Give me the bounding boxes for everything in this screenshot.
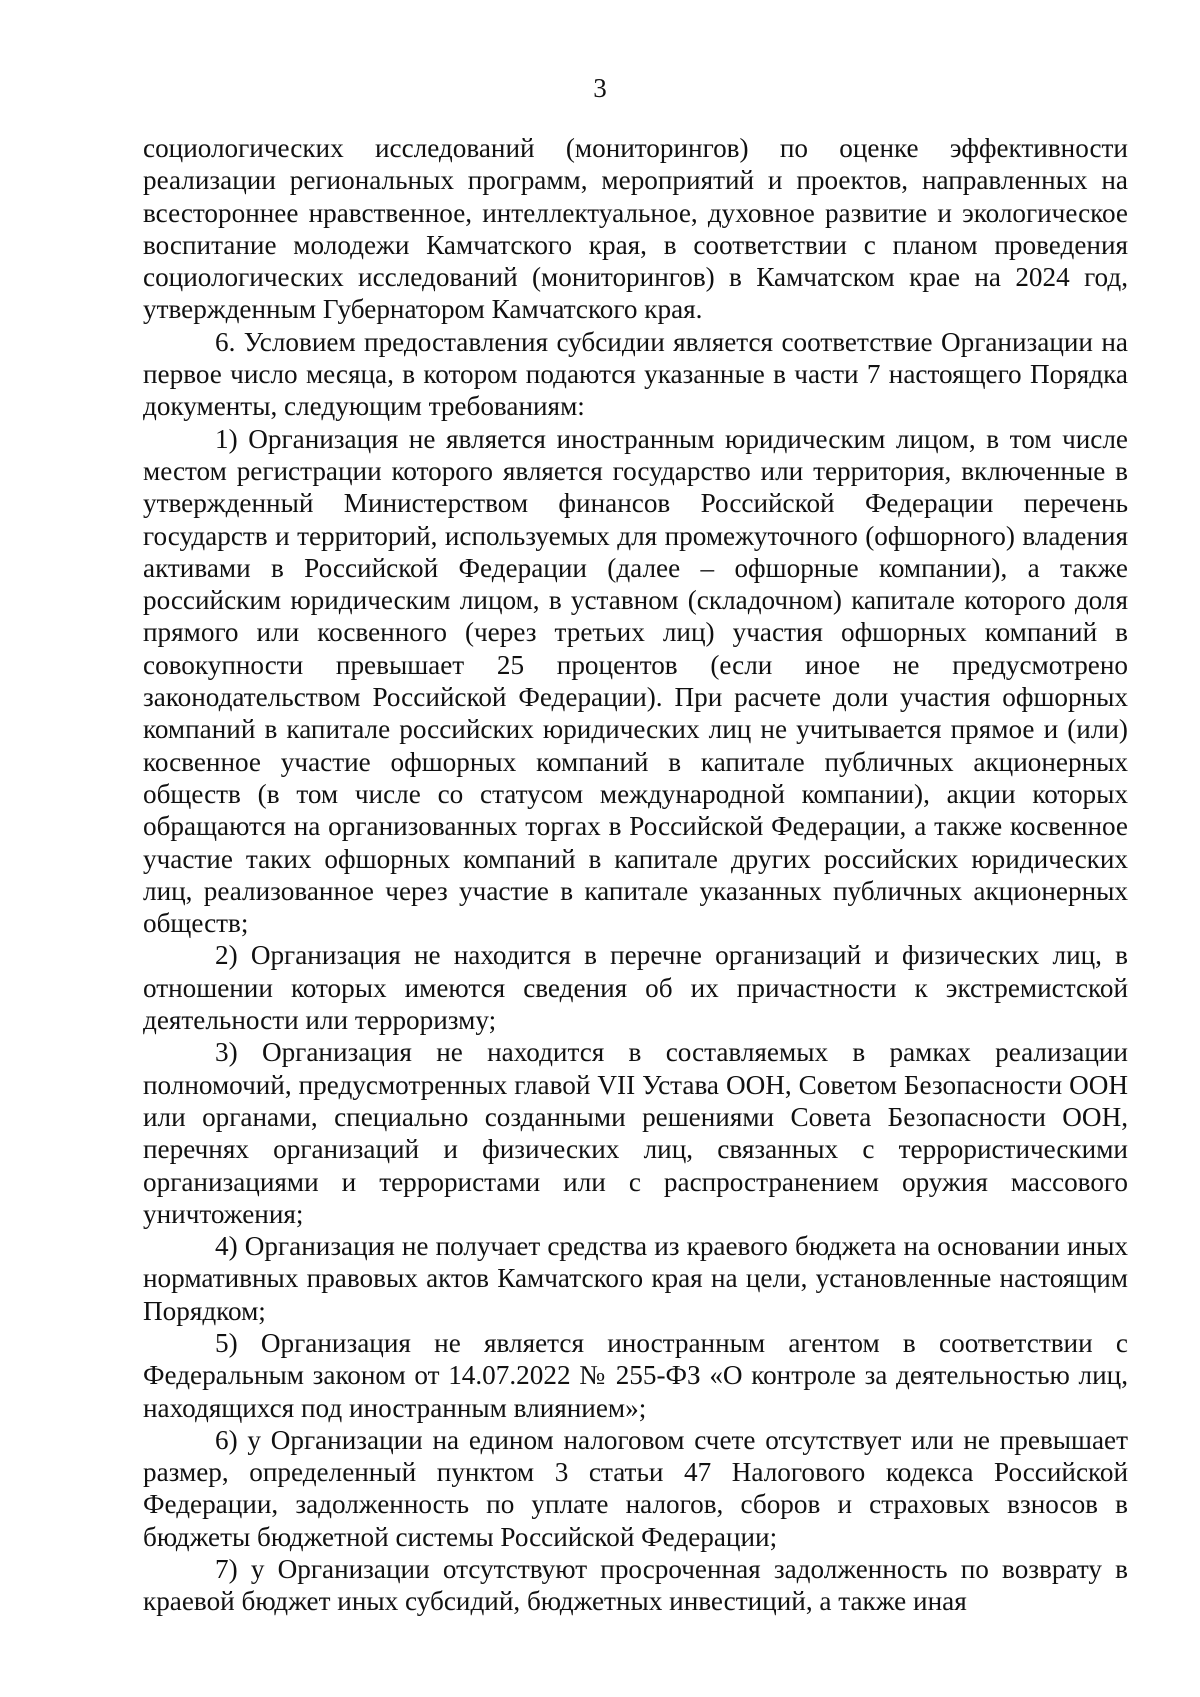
paragraph-requirement-3: 3) Организация не находится в составляемых в рамках реализации полномочий, предусмотренных главой VII Устава ООН, Советом Безопасности ООН или органами, специально созданными решениями Совета Безопасности ООН, перечнях организаций и физических лиц, связанных с террористическими организациями и террористами или с распространением оружия массового уничтожения; (143, 1037, 1128, 1229)
document-body (143, 132, 1128, 1618)
paragraph-requirement-7: 7) у Организации отсутствуют просроченная задолженность по возврату в краевой бюджет иных субсидий, бюджетных инвестиций, а также иная (143, 1554, 1128, 1617)
paragraph-requirement-4: 4) Организация не получает средства из краевого бюджета на основании иных нормативных правовых актов Камчатского края на цели, установленные настоящим Порядком; (143, 1231, 1128, 1326)
paragraph-requirement-1: 1) Организация не является иностранным юридическим лицом, в том числе местом регистрации которого является государство или территория, включенные в утвержденный Министерством финансов Российской Федерации перечень государств и территорий, используемых для промежуточного (офшорного) владения активами в Российской Федерации (далее – офшорные компании), а также российским юридическим лицом, в уставном (складочном) капитале которого доля прямого или косвенного (через третьих лиц) участия офшорных компаний в совокупности превышает 25 процентов (если иное не предусмотрено законодательством Российской Федерации). При расчете доли участия офшорных компаний в капитале российских юридических лиц не учитывается прямое и (или) косвенное участие офшорных компаний в капитале публичных акционерных обществ (в том числе со статусом международной компании), акции которых обращаются на организованных торгах в Российской Федерации, а также косвенное участие таких офшорных компаний в капитале других российских юридических лиц, реализованное через участие в капитале указанных публичных акционерных обществ; (143, 423, 1128, 939)
page-number: 3 (593, 73, 607, 103)
paragraph-requirement-5: 5) Организация не является иностранным агентом в соответствии с Федеральным законом от 14.07.2022 № 255-ФЗ «О контроле за деятельностью лиц, находящихся под иностранным влиянием»; (143, 1327, 1128, 1423)
paragraph-continuation: социологических исследований (мониторингов) по оценке эффективности реализации региональных программ, мероприятий и проектов, направленных на всестороннее нравственное, интеллектуальное, духовное развитие и экологическое воспитание молодежи Камчатского края, в соответствии с планом проведения социологических исследований (мониторингов) в Камчатском крае на 2024 год, утвержденным Губернатором Камчатского края. (143, 133, 1128, 325)
paragraph-requirement-6: 6) у Организации на едином налоговом счете отсутствует или не превышает размер, определенный пунктом 3 статьи 47 Налогового кодекса Российской Федерации, задолженность по уплате налогов, сборов и страховых взносов в бюджеты бюджетной системы Российской Федерации; (143, 1424, 1128, 1552)
paragraph-condition-6: 6. Условием предоставления субсидии является соответствие Организации на первое число месяца, в котором подаются указанные в части 7 настоящего Порядка документы, следующим требованиям: (143, 326, 1128, 422)
paragraph-requirement-2: 2) Организация не находится в перечне организаций и физических лиц, в отношении которых имеются сведения об их причастности к экстремистской деятельности или терроризму; (143, 940, 1128, 1036)
